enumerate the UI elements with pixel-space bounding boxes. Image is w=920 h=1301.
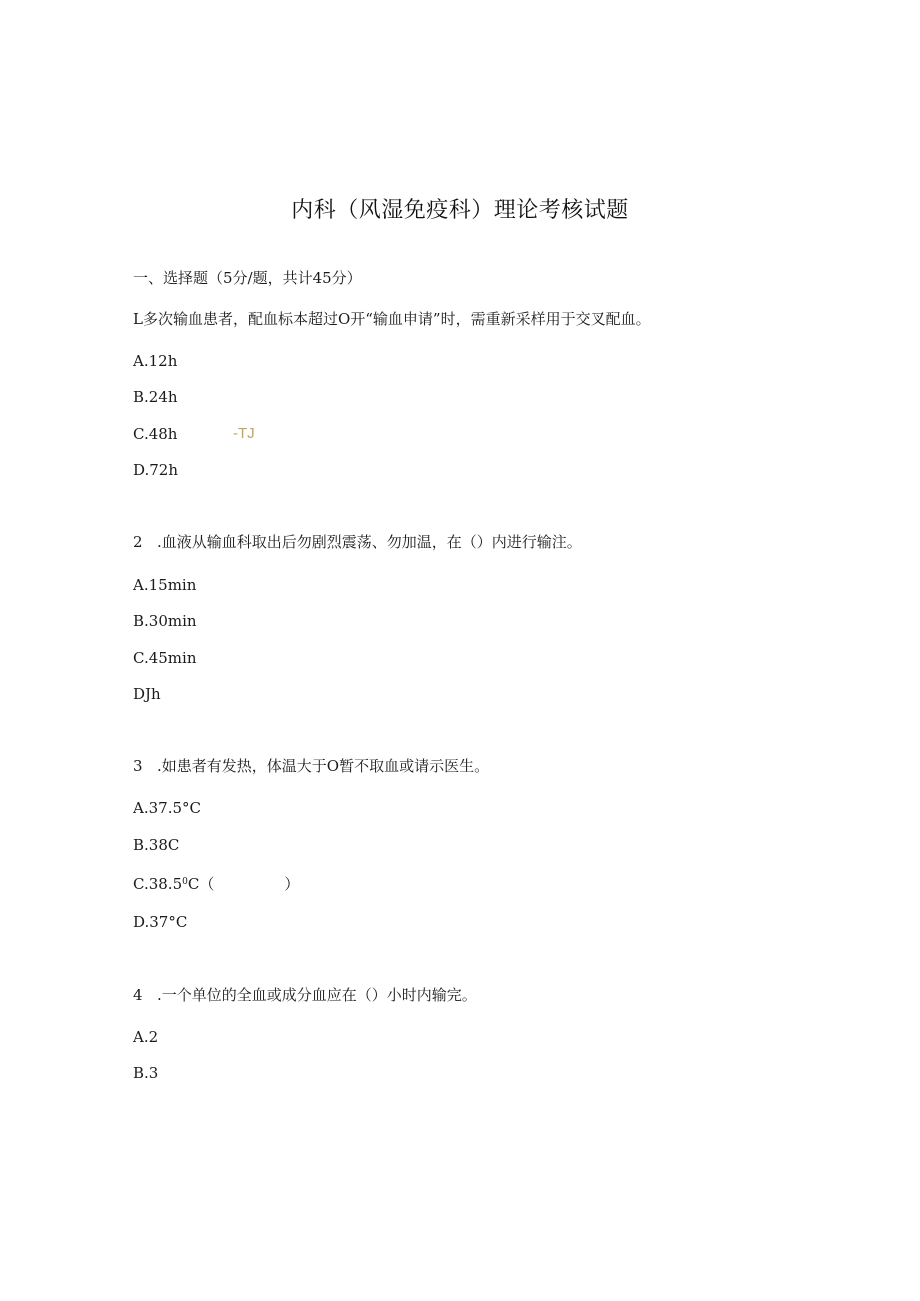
question-4-option-b: B.3 <box>133 1064 159 1082</box>
question-2-text: .血液从输血科取出后勿剧烈震荡、勿加温，在（）内进行输注。 <box>157 533 582 551</box>
question-1-option-d: D.72h <box>133 461 179 479</box>
question-1-option-a: A.12h <box>133 352 178 370</box>
section-heading: 一、选择题（5分/题，共计45分） <box>133 269 362 287</box>
question-4-option-a: A.2 <box>133 1028 159 1046</box>
question-3-option-c <box>133 872 299 894</box>
question-1-option-b: B.24h <box>133 388 178 406</box>
question-3-text: .如患者有发热，体温大于O暂不取血或请示医生。 <box>157 757 490 775</box>
question-3-option-c-value: C.38.5 <box>133 875 183 893</box>
question-1-option-c: C.48h <box>133 425 178 443</box>
question-3-option-c-unit: C（ <box>187 875 215 893</box>
question-2-option-a: A.15min <box>133 576 197 594</box>
question-2-stem <box>133 532 582 552</box>
question-3-stem <box>133 756 489 776</box>
question-1-stem: L多次输血患者，配血标本超过O开“输血申请”时，需重新采样用于交叉配血。 <box>133 310 651 328</box>
question-3-option-a: A.37.5°C <box>133 799 201 817</box>
question-2-option-c: C.45min <box>133 649 197 667</box>
question-3-option-c-close: ） <box>284 875 300 893</box>
handwritten-mark: -TJ <box>233 425 255 442</box>
question-4-text: .一个单位的全血或成分血应在（）小时内输完。 <box>157 986 477 1004</box>
question-2-option-d: DJh <box>133 685 161 703</box>
question-4-stem <box>133 985 477 1005</box>
question-2-number: 2 <box>133 533 143 551</box>
question-3-option-c-superscript: 0 <box>182 877 188 887</box>
question-3-option-b: B.38C <box>133 836 180 854</box>
question-3-option-d: D.37°C <box>133 913 188 931</box>
page-title: 内科（风湿免疫科）理论考核试题 <box>291 198 629 223</box>
question-2-option-b: B.30min <box>133 612 197 630</box>
question-4-number: 4 <box>133 986 143 1004</box>
question-3-number: 3 <box>133 757 143 775</box>
